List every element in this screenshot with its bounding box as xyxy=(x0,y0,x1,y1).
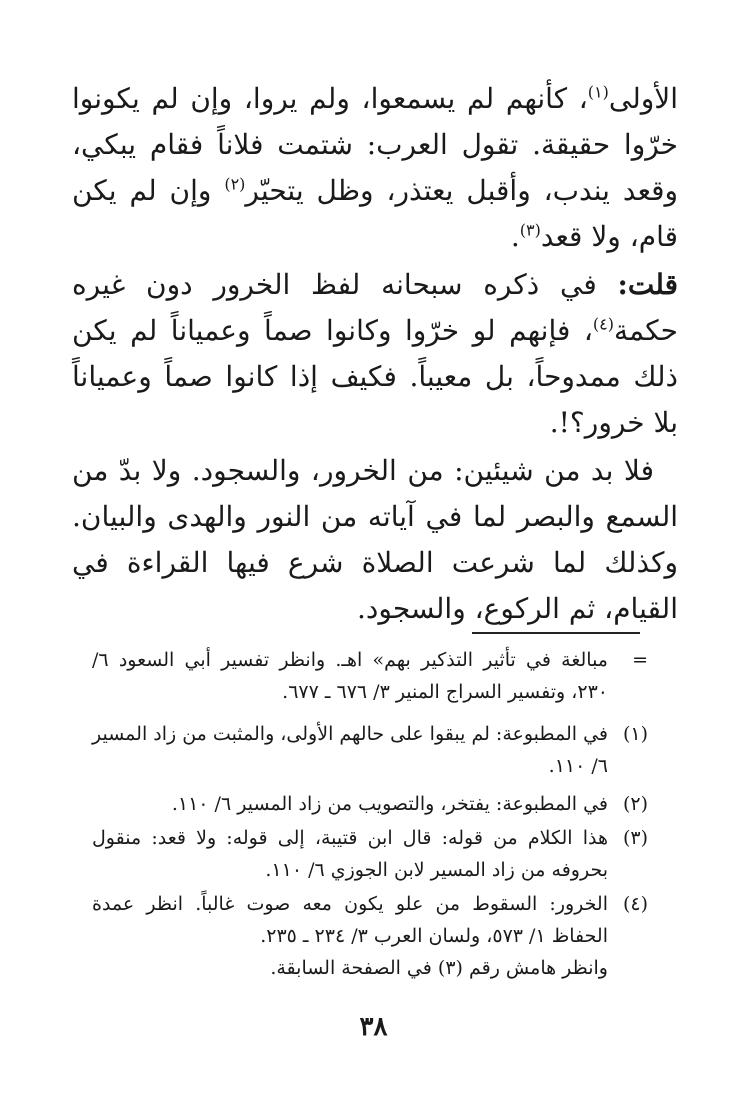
footnote-1 xyxy=(92,718,648,782)
footnote-text: وانظر هامش رقم (٣) في الصفحة السابقة. xyxy=(270,957,608,979)
footnote-ref: (١) xyxy=(587,82,609,102)
paragraph-text: ، كأنهم لم يسمعوا، ولم يروا، وإن لم يكونوا خرّوا حقيقة. تقول العرب: شتمت فلاناً فقام يبكي، وقعد يندب، وأقبل يعتذر، وظل يتحيّر xyxy=(72,82,678,207)
footnote-mark: = xyxy=(632,649,648,671)
paragraph-2 xyxy=(72,262,678,446)
page-number: ٣٨ xyxy=(359,1012,388,1042)
paragraph-text: في ذكره سبحانه لفظ الخرور دون غيره حكمة xyxy=(72,268,678,347)
footnote-text: في المطبوعة: لم يبقوا على حالهم الأولى، والمثبت من زاد المسير ٦/ ١١٠. xyxy=(92,723,608,777)
footnote-text: مبالغة في تأثير التذكير بهم» اهـ. وانظر تفسير أبي السعود ٦/ ٢٣٠، وتفسير السراج المنير ٣/ ٦٧٦ ـ ٦٧٧. xyxy=(92,649,608,703)
footnote-3 xyxy=(92,822,648,886)
footnote-2 xyxy=(92,788,648,820)
footnote-separator xyxy=(472,632,640,634)
footnote-mark: (١) xyxy=(622,723,648,745)
footnote-mark: (٢) xyxy=(622,793,648,815)
footnote-text: الخرور: السقوط من علو يكون معه صوت غالباً. انظر عمدة الحفاظ ١/ ٥٧٣، ولسان العرب ٣/ ٢٣٤ ـ ٢٣٥. xyxy=(92,893,608,947)
footnote-mark: (٣) xyxy=(622,827,648,849)
footnote-4 xyxy=(92,888,648,984)
paragraph-text: وإن لم يكن قام، ولا قعد xyxy=(72,174,678,253)
paragraph-text: . xyxy=(510,220,520,253)
paragraph-text: فلا بد من شيئين: من الخرور، والسجود. ولا بدّ من السمع والبصر لما في آياته من النور والهدى والبيان. وكذلك لما شرعت الصلاة شرع فيها القراءة في القيام، ثم الركوع، والسجود. xyxy=(72,454,678,625)
paragraph-text: ، فإنهم لو خرّوا وكانوا صماً وعمياناً لم يكن ذلك ممدوحاً، بل معيباً. فكيف إذا كانوا صماً وعمياناً بلا خرور؟!. xyxy=(72,314,678,439)
paragraph-1 xyxy=(72,76,678,260)
footnote-ref: (٢) xyxy=(224,174,246,194)
footnote-text: في المطبوعة: يفتخر، والتصويب من زاد المسير ٦/ ١١٠. xyxy=(171,793,608,815)
footnote-ref: (٤) xyxy=(592,314,615,334)
paragraph-lead-word: قلت: xyxy=(617,268,678,301)
footnote-continuation xyxy=(92,644,648,708)
footnote-ref: (٣) xyxy=(519,220,541,240)
footnote-mark: (٤) xyxy=(622,893,648,915)
footnote-text: هذا الكلام من قوله: قال ابن قتيبة، إلى قوله: ولا قعد: منقول بحروفه من زاد المسير لابن الجوزي ٦/ ١١٠. xyxy=(92,827,608,881)
paragraph-text: الأولى xyxy=(608,82,678,115)
paragraph-3 xyxy=(72,448,678,632)
